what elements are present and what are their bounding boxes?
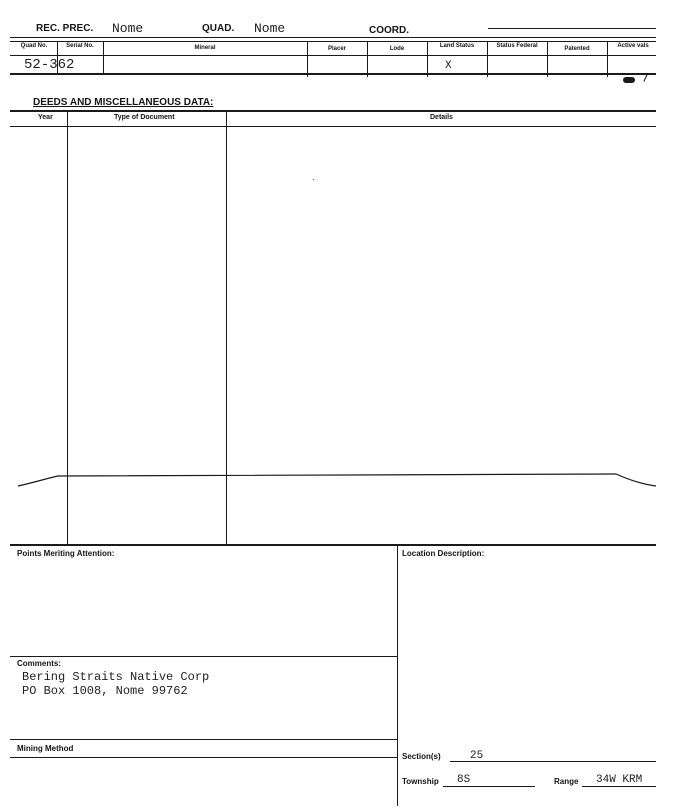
rec-prec-value: Nome xyxy=(112,21,144,36)
quad-label: QUAD. xyxy=(202,23,235,34)
col-details: Details xyxy=(430,114,453,121)
rec-prec-label: REC. PREC. xyxy=(36,23,94,34)
ink-blot xyxy=(623,77,635,83)
range-value: 34W KRM xyxy=(596,774,643,786)
col-status-federal: Status Federal xyxy=(496,43,538,49)
comments-line-2: PO Box 1008, Nome 99762 xyxy=(22,684,188,698)
col-active-vals: Active vals xyxy=(617,43,649,49)
section-label: Section(s) xyxy=(402,752,441,761)
range-label: Range xyxy=(554,777,579,786)
col-mineral: Mineral xyxy=(194,45,216,51)
mining-method-label: Mining Method xyxy=(17,744,74,753)
col-quad-no: Quad No. xyxy=(20,43,48,49)
land-status-mark: X xyxy=(445,60,452,72)
location-description-label: Location Description: xyxy=(402,549,485,558)
section-value: 25 xyxy=(470,750,484,762)
col-lode: Lode xyxy=(389,46,405,52)
coord-label: COORD. xyxy=(369,25,409,36)
comments-label: Comments: xyxy=(17,659,62,668)
points-meriting-label: Points Meriting Attention: xyxy=(17,549,115,558)
township-value: 8S xyxy=(457,774,471,786)
deeds-section-title: DEEDS AND MISCELLANEOUS DATA: xyxy=(33,97,214,108)
ink-tick xyxy=(643,74,647,82)
stray-dot: . xyxy=(312,172,315,182)
col-year: Year xyxy=(38,114,53,121)
quad-value: Nome xyxy=(254,21,286,36)
quad-serial-value: 52-362 xyxy=(24,57,75,73)
col-type-of-document: Type of Document xyxy=(114,114,175,121)
col-placer: Placer xyxy=(327,46,346,52)
col-serial-no: Serial No. xyxy=(66,43,94,49)
comments-line-1: Bering Straits Native Corp xyxy=(22,670,210,684)
col-patented: Patented xyxy=(564,46,590,52)
fold-line xyxy=(0,468,678,492)
col-land-status: Land Status xyxy=(439,43,475,49)
township-label: Township xyxy=(402,777,439,786)
